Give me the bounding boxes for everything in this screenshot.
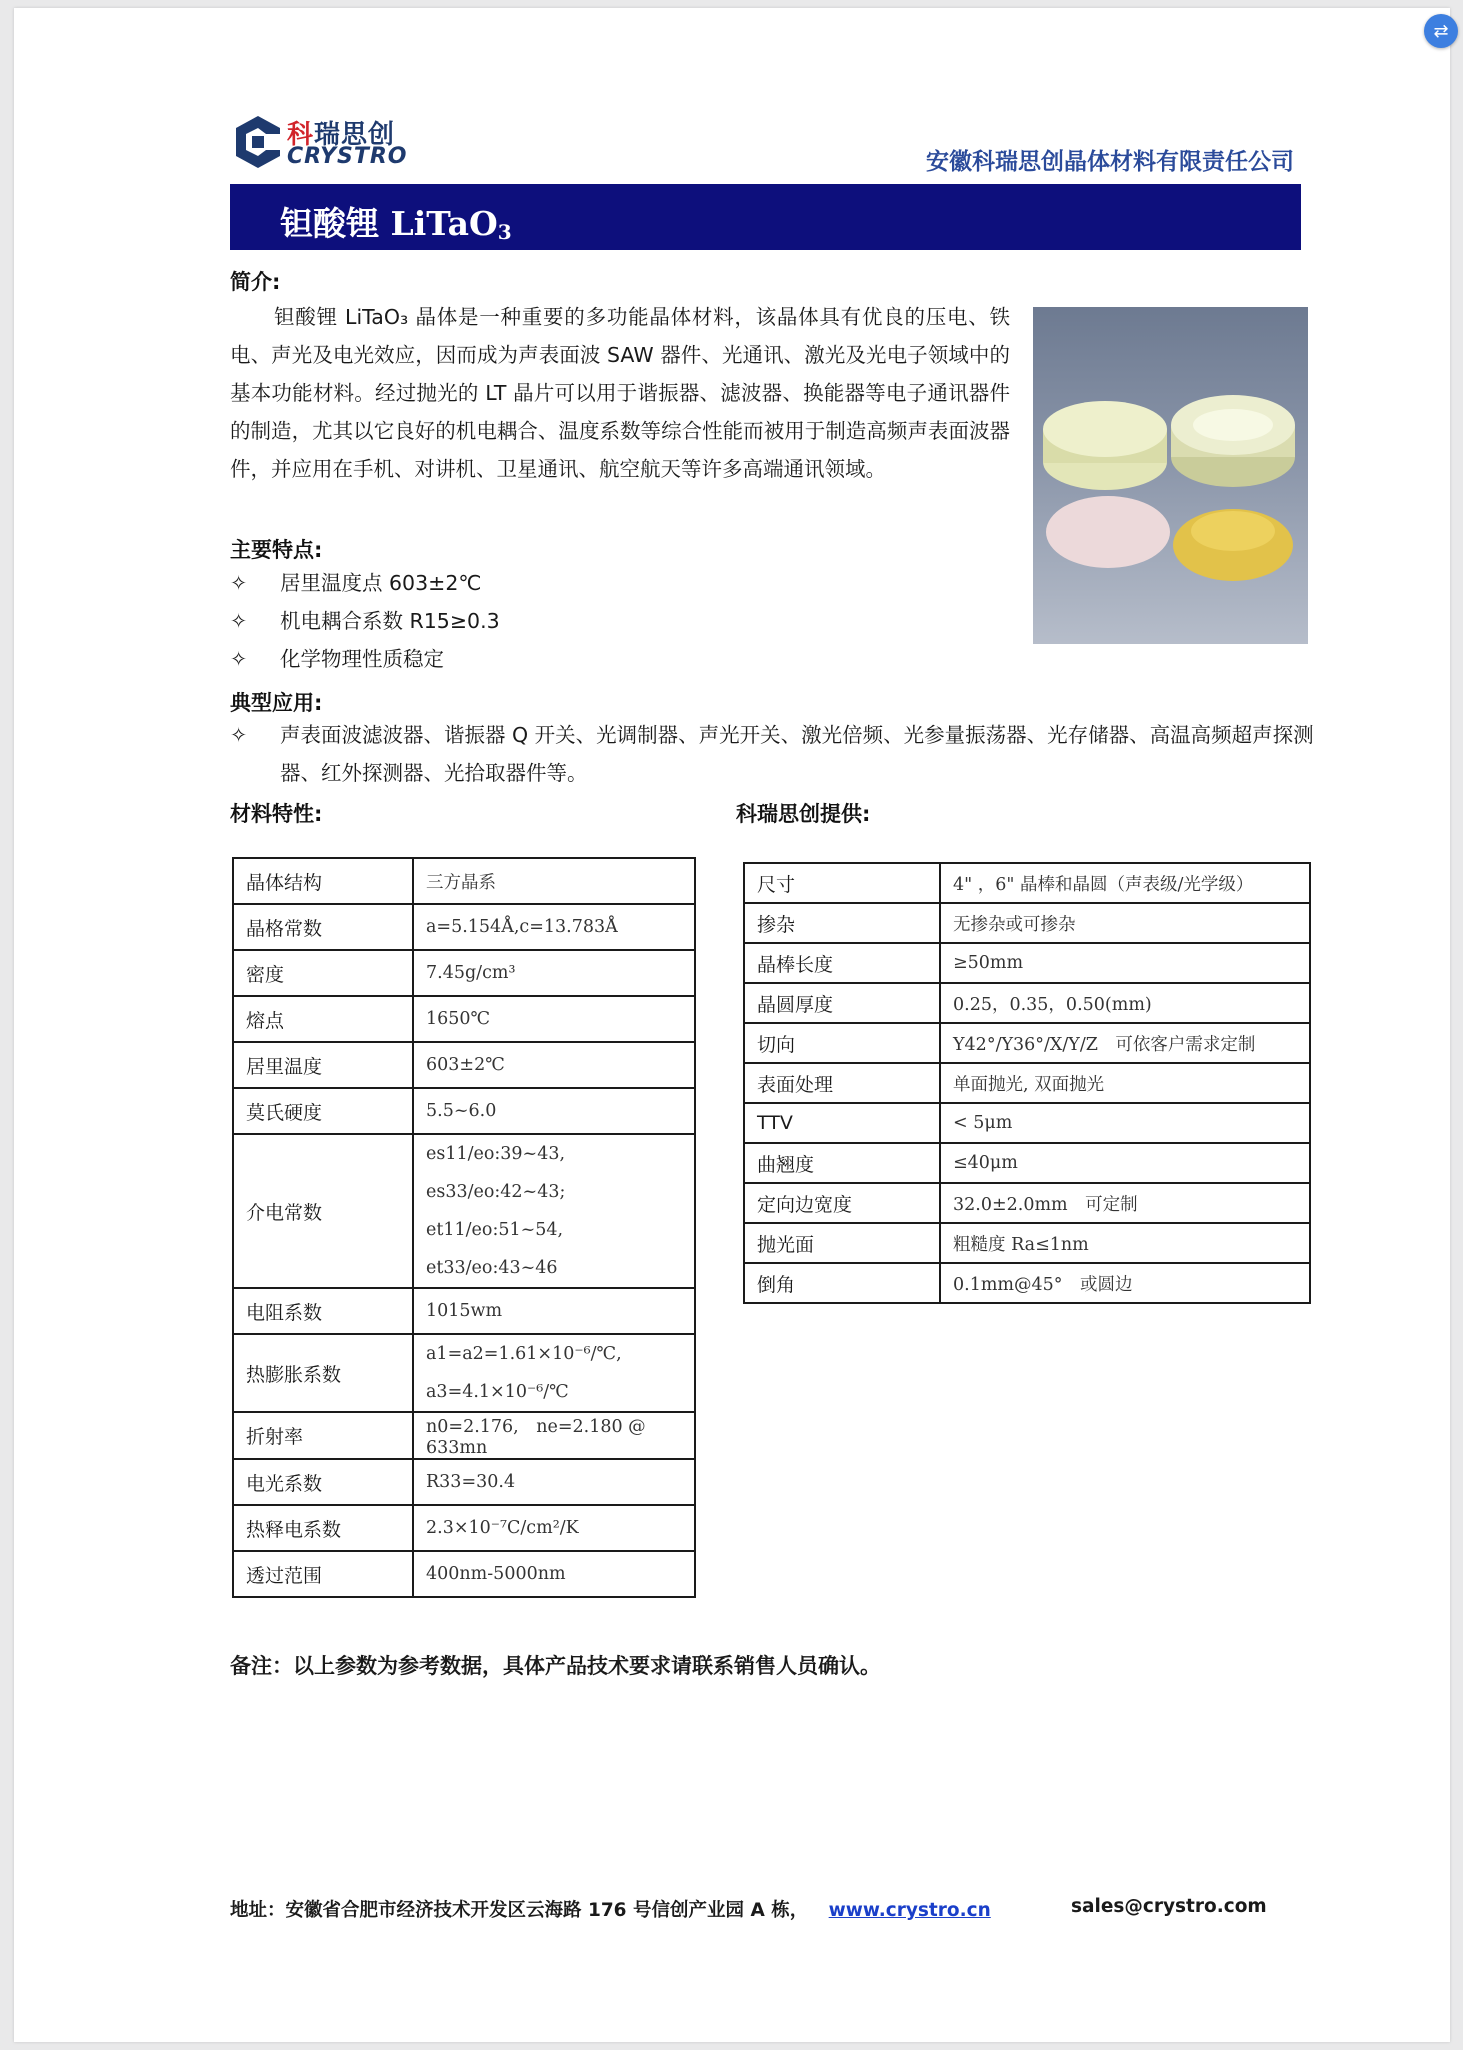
title-formula-subscript: 3 [497, 220, 512, 244]
row-value: a=5.154Å,c=13.783Å [413, 904, 695, 950]
row-value: < 5μm [940, 1103, 1310, 1143]
table-row [744, 983, 1310, 1023]
supply-heading: 科瑞思创提供: [736, 802, 871, 826]
table-row [233, 1551, 695, 1597]
intro-heading: 简介: [230, 270, 281, 294]
crystal-product-photo [1033, 307, 1308, 644]
row-value-line: es11/eo:39~43, es33/eo:42~43; [426, 1144, 566, 1202]
row-label: 熔点 [233, 996, 413, 1042]
row-label: 居里温度 [233, 1042, 413, 1088]
bullet-icon: ✧ [230, 609, 248, 633]
table-row [233, 1459, 695, 1505]
row-value: 单面抛光, 双面抛光 [940, 1063, 1310, 1103]
page-title [280, 198, 512, 245]
company-logo [230, 112, 410, 172]
table-row [233, 904, 695, 950]
material-heading: 材料特性: [230, 802, 323, 826]
table-row [233, 1334, 695, 1412]
row-value: 0.25，0.35，0.50(mm) [940, 983, 1310, 1023]
row-label: TTV [744, 1103, 940, 1143]
row-label: 尺寸 [744, 863, 940, 903]
feature-text: 居里温度点 603±2℃ [280, 571, 482, 595]
row-value: 三方晶系 [413, 858, 695, 904]
table-row [744, 903, 1310, 943]
row-label: 莫氏硬度 [233, 1088, 413, 1134]
row-value: R33=30.4 [413, 1459, 695, 1505]
address-text: 地址：安徽省合肥市经济技术开发区云海路 176 号信创产业园 A 栋， [230, 1900, 809, 1921]
row-value: 603±2℃ [413, 1042, 695, 1088]
row-value: 32.0±2.0mm 可定制 [940, 1183, 1310, 1223]
row-label: 晶棒长度 [744, 943, 940, 983]
row-label: 晶格常数 [233, 904, 413, 950]
title-chinese: 钽酸锂 [280, 204, 379, 243]
row-value: 无掺杂或可掺杂 [940, 903, 1310, 943]
document-page [14, 8, 1450, 2042]
row-value: ≤40μm [940, 1143, 1310, 1183]
company-name: 安徽科瑞思创晶体材料有限责任公司 [926, 149, 1294, 175]
row-label: 定向边宽度 [744, 1183, 940, 1223]
table-row [744, 863, 1310, 903]
supply-specs-table [743, 862, 1311, 1304]
row-value: 1015wm [413, 1288, 695, 1334]
website-link[interactable]: www.crystro.cn [828, 1900, 991, 1921]
table-row [233, 996, 695, 1042]
footer-email[interactable]: sales@crystro.com [1071, 1896, 1267, 1917]
table-row [233, 1412, 695, 1459]
row-value: 7.45g/cm³ [413, 950, 695, 996]
row-value: ≥50mm [940, 943, 1310, 983]
crystro-logo-icon [230, 112, 286, 172]
crystal-wafers-image [1033, 307, 1308, 644]
row-value-line: a1=a2=1.61×10⁻⁶/℃, [426, 1344, 622, 1364]
material-properties-table [232, 857, 696, 1598]
table-row [744, 1023, 1310, 1063]
logo-chinese-text: 科瑞思创 [287, 120, 396, 150]
table-row [744, 1063, 1310, 1103]
row-label: 介电常数 [233, 1134, 413, 1288]
row-label: 热膨胀系数 [233, 1334, 413, 1412]
row-label: 掺杂 [744, 903, 940, 943]
bullet-icon: ✧ [230, 571, 248, 595]
row-value [413, 1334, 695, 1412]
translate-icon[interactable]: ⇄ [1424, 14, 1458, 48]
feature-text: 机电耦合系数 R15≥0.3 [280, 609, 500, 633]
footer-address [230, 1896, 991, 1922]
row-label: 切向 [744, 1023, 940, 1063]
table-row [744, 1263, 1310, 1303]
row-label: 折射率 [233, 1412, 413, 1459]
bullet-icon: ✧ [230, 723, 248, 747]
row-label: 密度 [233, 950, 413, 996]
table-row [744, 943, 1310, 983]
table-row [233, 858, 695, 904]
bullet-icon: ✧ [230, 647, 248, 671]
table-row [233, 1042, 695, 1088]
row-value: 粗糙度 Ra≤1nm [940, 1223, 1310, 1263]
row-value: 5.5~6.0 [413, 1088, 695, 1134]
row-label: 曲翘度 [744, 1143, 940, 1183]
row-label: 倒角 [744, 1263, 940, 1303]
row-value: 1650℃ [413, 996, 695, 1042]
intro-paragraph: 钽酸锂 LiTaO₃ 晶体是一种重要的多功能晶体材料，该晶体具有优良的压电、铁电、声光及电光效应，因而成为声表面波 SAW 器件、光通讯、激光及光电子领域中的基本功能材料。经过抛光的 LT 晶片可以用于谐振器、滤波器、换能器等电子通讯器件的制造，尤其以它良好的机电耦合、温度系数等综合性能而被用于制造高频声表面波器件，并应用在手机、对讲机、卫星通讯、航空航天等许多高端通讯领域。 [230, 305, 1010, 481]
row-value-line: a3=4.1×10⁻⁶/℃ [426, 1382, 569, 1402]
row-label: 表面处理 [744, 1063, 940, 1103]
row-value [413, 1134, 695, 1288]
table-row [233, 1505, 695, 1551]
row-value: 400nm-5000nm [413, 1551, 695, 1597]
table-row [744, 1103, 1310, 1143]
row-label: 电光系数 [233, 1459, 413, 1505]
table-row [233, 1134, 695, 1288]
row-label: 透过范围 [233, 1551, 413, 1597]
row-value: 2.3×10⁻⁷C/cm²/K [413, 1505, 695, 1551]
row-label: 电阻系数 [233, 1288, 413, 1334]
title-banner [230, 184, 1301, 250]
row-value: 0.1mm@45° 或圆边 [940, 1263, 1310, 1303]
title-formula: LiTaO [390, 204, 498, 243]
table-row [233, 950, 695, 996]
row-value: n0=2.176, ne=2.180 @ 633mn [413, 1412, 695, 1459]
row-label: 晶圆厚度 [744, 983, 940, 1023]
table-row [233, 1088, 695, 1134]
table-row [744, 1143, 1310, 1183]
row-value: Y42°/Y36°/X/Y/Z 可依客户需求定制 [940, 1023, 1310, 1063]
table-row [744, 1223, 1310, 1263]
note-text: 备注：以上参数为参考数据，具体产品技术要求请联系销售人员确认。 [230, 1654, 881, 1678]
logo-english-text: CRYSTRO [287, 144, 408, 169]
applications-heading: 典型应用: [230, 691, 323, 715]
row-value-line: et11/eo:51~54, et33/eo:43~46 [426, 1220, 564, 1278]
row-label: 晶体结构 [233, 858, 413, 904]
feature-text: 化学物理性质稳定 [280, 647, 444, 671]
table-row [744, 1183, 1310, 1223]
row-label: 抛光面 [744, 1223, 940, 1263]
row-label: 热释电系数 [233, 1505, 413, 1551]
row-value: 4" ，6" 晶棒和晶圆（声表级/光学级） [940, 863, 1310, 903]
features-heading: 主要特点: [230, 538, 323, 562]
applications-text: 声表面波滤波器、谐振器 Q 开关、光调制器、声光开关、激光倍频、光参量振荡器、光存储器、高温高频超声探测器、红外探测器、光拾取器件等。 [280, 723, 1314, 785]
table-row [233, 1288, 695, 1334]
